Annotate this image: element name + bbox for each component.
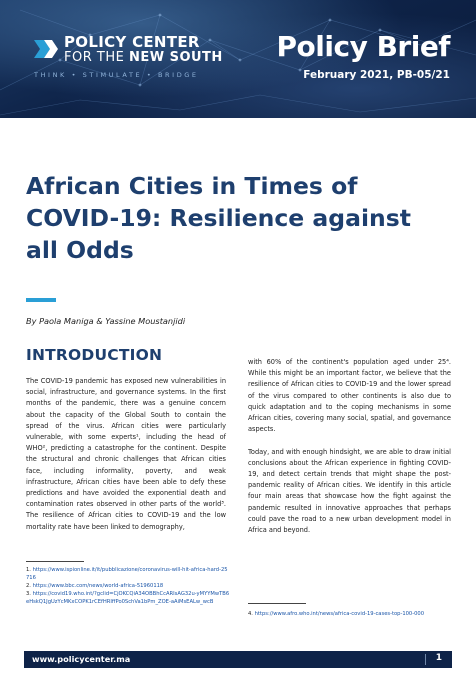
paragraph: Today, and with enough hindsight, we are able to draw initial conclusions about the African experience in fighting COVID-19, and detect certain trends that might shape the post-pandemic reality of African cities. We identify in this article four main areas that showcase how the fight against the pandemic resulted in innovative approaches that perhaps could pave the road to a new urban development model in Africa and beyond. xyxy=(248,447,451,535)
footnotes-right xyxy=(248,610,452,618)
footer-divider xyxy=(425,654,426,665)
paragraph: with 60% of the continent's population aged under 25⁴. While this might be an important factor, we believe that the resilience of African cities to COVID-19 and the lower spread of the virus compared to other continents is also due to quick adaptation and to the coping mechanisms in some African cities, covering many social, spatial, and governance aspects. xyxy=(248,358,451,434)
paragraph: The COVID-19 pandemic has exposed new vulnerabilities in social, infrastructure, and governance systems. In the first months of the pandemic, there was a genuine concern about the capacity of the Global South to contain the spread of the virus. African cities were particularly vulnerable, with some experts¹, including the head of WHO², predicting a catastrophe for the continent. Despite the structural and chronic challenges that African cities face, including informality, poverty, and weak infrastructure, African cities have been able to defy these predictions and have avoided the exponential death and contamination rates observed in other parts of the world³. The resilience of African cities to COVID-19 and the low mortality rate have been linked to demography, xyxy=(26,377,226,531)
document-type: Policy Brief xyxy=(276,30,450,63)
footer-bar xyxy=(24,651,452,668)
policy-center-logo[interactable] xyxy=(32,34,223,64)
footnote-divider xyxy=(248,603,306,604)
logo-arrows-icon xyxy=(32,38,60,60)
footer-website-link[interactable]: www.policycenter.ma xyxy=(32,654,131,664)
body-column-right xyxy=(248,357,451,536)
title-accent-bar xyxy=(26,298,56,302)
logo-tagline: THINK • STIMULATE • BRIDGE xyxy=(34,71,199,79)
page-number: 1 xyxy=(435,653,442,663)
body-column-left xyxy=(26,376,226,533)
section-heading: INTRODUCTION xyxy=(26,346,163,364)
document-title: African Cities in Times of COVID-19: Resilience against all Odds xyxy=(26,172,411,264)
footnote-divider xyxy=(26,561,84,562)
header-banner xyxy=(0,0,476,118)
footnote[interactable]: 3. https://covid19.who.int/?gclid=CjOKCQiA34OBBhCcARIsAG32u-yMYYMwTB6eHskQ1JgUzYcMKxCOPK1rCEfHRIffPo0SchVa1bPm_ZOE-aAiMsEALw_wcB xyxy=(26,591,230,605)
logo-name-line2: FOR THE NEW SOUTH xyxy=(64,49,223,65)
logo-name-line1: POLICY CENTER xyxy=(64,32,200,51)
footnote[interactable]: 1. https://www.ispionline.it/it/pubblicazione/coronavirus-will-hit-africa-hard-25716 xyxy=(26,567,228,581)
publication-date: February 2021, PB-05/21 xyxy=(303,69,450,81)
authors: By Paola Maniga & Yassine Moustanjidi xyxy=(26,316,186,326)
footnote[interactable]: 2. https://www.bbc.com/news/world-africa-51960118 xyxy=(26,583,164,589)
footnote[interactable]: 4. https://www.afro.who.int/news/africa-covid-19-cases-top-100-000 xyxy=(248,611,425,617)
footnotes-left xyxy=(26,566,230,606)
